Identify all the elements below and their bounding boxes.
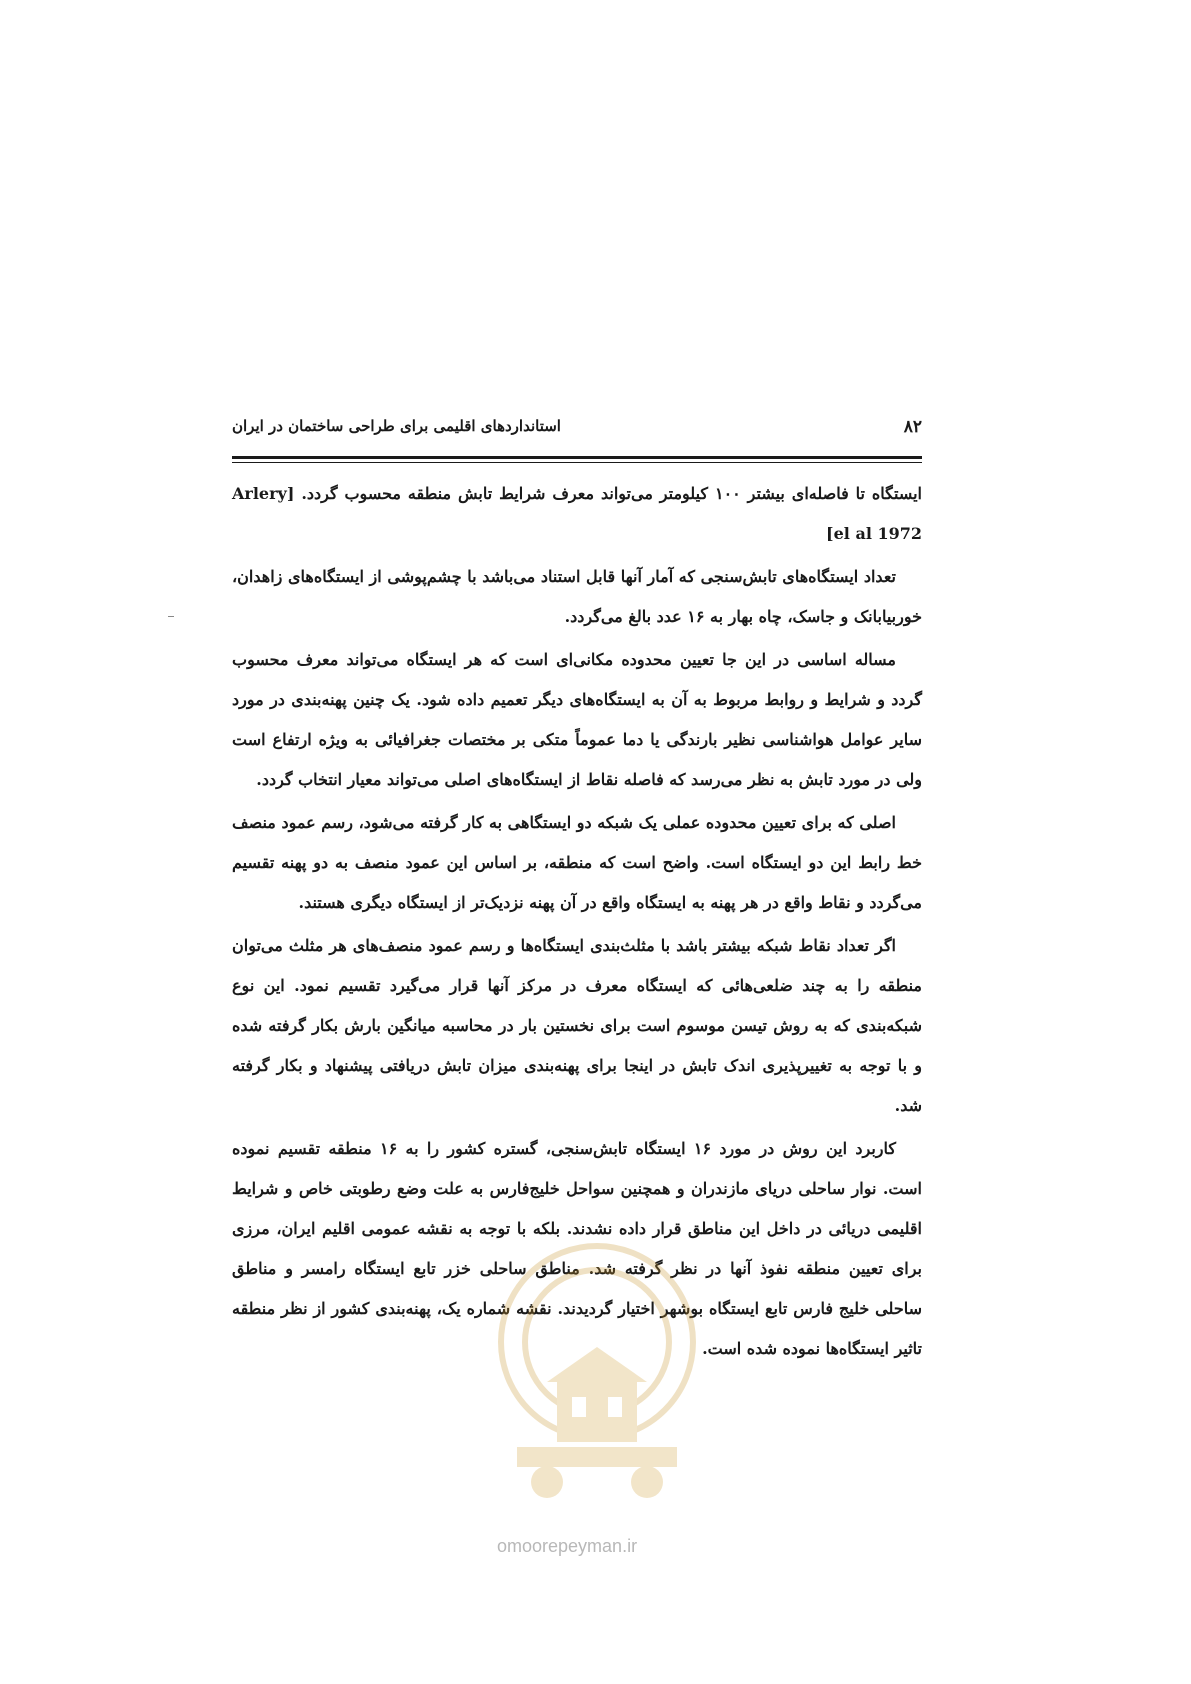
paragraph-3: مساله اساسی در این جا تعیین محدوده مکانی‌ای است که هر ایستگاه می‌تواند معرف محسوب گردد و شرایط و روابط مربوط به آن به ایستگاه‌های دیگر تعمیم داده شود. یک چنین پهنه‌بندی در مورد سایر عوامل هواشناسی نظیر بارندگی یا دما عموماً متکی بر مختصات جغرافیائی به ویژه ارتفاع است ولی در مورد تابش به نظر می‌رسد که فاصله نقاط از ایستگاه‌های اصلی می‌تواند معیار انتخاب گردد. bbox=[232, 650, 922, 789]
header-rule-thin bbox=[232, 462, 922, 463]
header-rule-thick bbox=[232, 456, 922, 459]
page-number: ۸۲ bbox=[903, 417, 922, 437]
page-header bbox=[232, 417, 922, 447]
paragraph-5: اگر تعداد نقاط شبکه بیشتر باشد با مثلث‌بندی ایستگاه‌ها و رسم عمود منصف‌های هر مثلث می‌توان منطقه را به چند ضلعی‌هائی که ایستگاه معرف در مرکز آنها قرار می‌گیرد تقسیم نمود. این نوع شبکه‌بندی که به روش تیسن موسوم است برای نخستین بار در محاسبه میانگین بارش بکار گرفته شده و با توجه به تغییرپذیری اندک تابش در اینجا برای پهنه‌بندی میزان تابش دریافتی پیشنهاد و بکار گرفته شد. bbox=[232, 936, 922, 1115]
running-title: استانداردهای اقلیمی برای طراحی ساختمان در ایران bbox=[232, 417, 561, 435]
margin-mark bbox=[168, 616, 174, 617]
paragraph-1: ایستگاه تا فاصله‌ای بیشتر ۱۰۰ کیلومتر می‌تواند معرف شرایط تابش منطقه محسوب گردد. [Arlery el al 1972] bbox=[232, 484, 922, 543]
paragraph-6: کاربرد این روش در مورد ۱۶ ایستگاه تابش‌سنجی، گستره کشور را به ۱۶ منطقه تقسیم نموده است. نوار ساحلی دریای مازندران و همچنین سواحل خلیج‌فارس به علت وضع رطوبتی خاص و شرایط اقلیمی دریائی در داخل این مناطق قرار داده نشدند. بلکه با توجه به نقشه عمومی اقلیم ایران، مرزی برای تعیین منطقه نفوذ آنها در نظر گرفته شد. مناطق ساحلی خزر تابع ایستگاه رامسر و مناطق ساحلی خلیج فارس تابع ایستگاه بوشهر اختیار گردیدند. نقشه شماره یک، پهنه‌بندی کشور از نظر منطقه تاثیر ایستگاه‌ها نموده شده است. bbox=[232, 1139, 922, 1358]
paragraph-2: تعداد ایستگاه‌های تابش‌سنجی که آمار آنها قابل استناد می‌باشد با چشم‌پوشی از ایستگاه‌های زاهدان، خوربیابانک و جاسک، چاه بهار به ۱۶ عدد بالغ می‌گردد. bbox=[232, 567, 922, 626]
watermark-logo-icon bbox=[487, 1232, 707, 1532]
paragraph-4: اصلی که برای تعیین محدوده عملی یک شبکه دو ایستگاهی به کار گرفته می‌شود، رسم عمود منصف خط رابط این دو ایستگاه است. واضح است که منطقه، بر اساس این عمود منصف به دو پهنه تقسیم می‌گردد و نقاط واقع در هر پهنه به ایستگاه واقع در آن پهنه نزدیک‌تر از ایستگاه دیگری هستند. bbox=[232, 813, 922, 912]
watermark-url: omoorepeyman.ir bbox=[497, 1536, 638, 1556]
